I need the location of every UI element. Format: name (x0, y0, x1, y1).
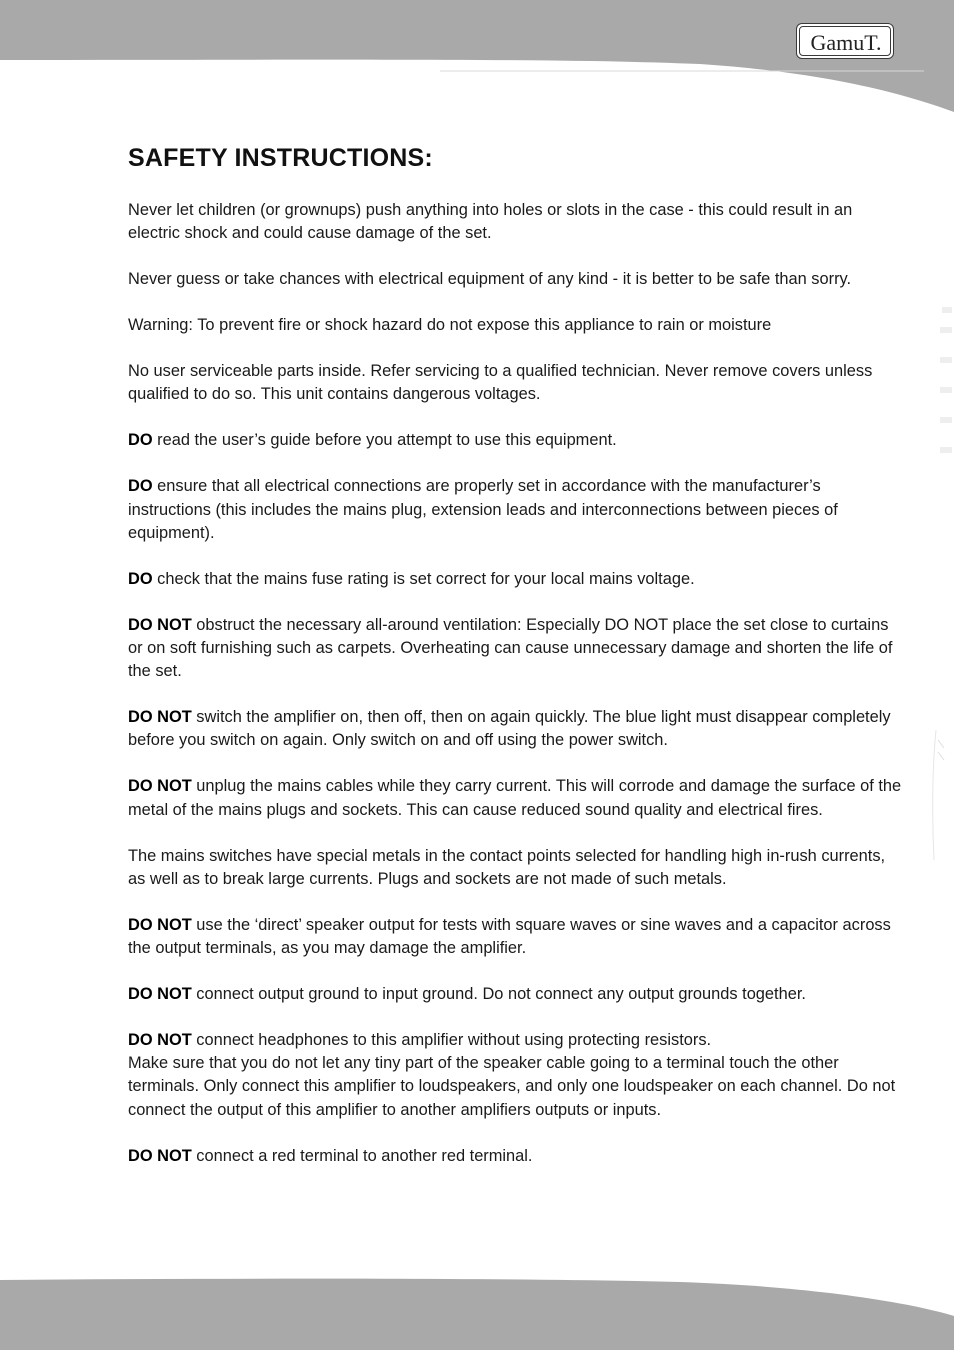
instruction-paragraph: DO NOT connect a red terminal to another red terminal. (128, 1146, 533, 1165)
instruction-paragraph: DO check that the mains fuse rating is set correct for your local mains voltage. (128, 569, 695, 588)
instruction-paragraph: DO NOT obstruct the necessary all-around ventilation: Especially DO NOT place the set close to curtains or on soft furnishing such as carpets. Overheating can cause unnecessary damage and shorten the life of the set. (128, 615, 893, 681)
safety-instructions-list (128, 199, 904, 1191)
side-decoration (926, 300, 954, 880)
instruction-paragraph: Never guess or take chances with electrical equipment of any kind - it is better to be safe than sorry. (128, 270, 852, 289)
instruction-paragraph: DO NOT switch the amplifier on, then off, then on again quickly. The blue light must disappear completely before you switch on again. Only switch on and off using the power switch. (128, 708, 891, 750)
instruction-paragraph: DO ensure that all electrical connections are properly set in accordance with the manufacturer’s instructions (this includes the mains plug, extension leads and interconnections between pieces of equipment). (128, 477, 838, 542)
instruction-paragraph: DO NOT use the ‘direct’ speaker output for tests with square waves or sine waves and a capacitor across the output terminals, as you may damage the amplifier. (128, 915, 891, 958)
instruction-paragraph: Warning: To prevent fire or shock hazard do not expose this appliance to rain or moisture (128, 316, 772, 335)
instruction-paragraph: DO read the user’s guide before you attempt to use this equipment. (128, 431, 617, 450)
page-title: SAFETY INSTRUCTIONS: (128, 144, 433, 172)
instruction-paragraph: DO NOT unplug the mains cables while they carry current. This will corrode and damage the surface of the metal of the mains plugs and sockets. This can cause reduced sound quality and electrical fires. (128, 777, 902, 819)
instruction-paragraph: No user serviceable parts inside. Refer servicing to a qualified technician. Never remove covers unless qualified to do so. This unit contains dangerous voltages. (128, 362, 873, 404)
instruction-paragraph: Never let children (or grownups) push anything into holes or slots in the case - this could result in an electric shock and could cause damage of the set. (128, 201, 853, 243)
instruction-paragraph: The mains switches have special metals in the contact points selected for handling high in-rush currents, as well as to break large currents. Plugs and sockets are not made of such metals. (128, 846, 886, 888)
header-band (0, 0, 954, 140)
footer-band (0, 1278, 954, 1350)
instruction-paragraph: DO NOT connect output ground to input ground. Do not connect any output grounds together. (128, 985, 806, 1004)
instruction-paragraph: DO NOT connect headphones to this amplifier without using protecting resistors. Make sure that you do not let any tiny part of the speaker cable going to a terminal touch the other terminals. Only connect this amplifier to loudspeakers, and only one loudspeaker on each channel. Do not connect the output of this amplifier to another amplifiers outputs or inputs. (128, 1031, 896, 1119)
logo-text: GamuT. (810, 30, 882, 55)
gamut-logo (796, 23, 894, 59)
